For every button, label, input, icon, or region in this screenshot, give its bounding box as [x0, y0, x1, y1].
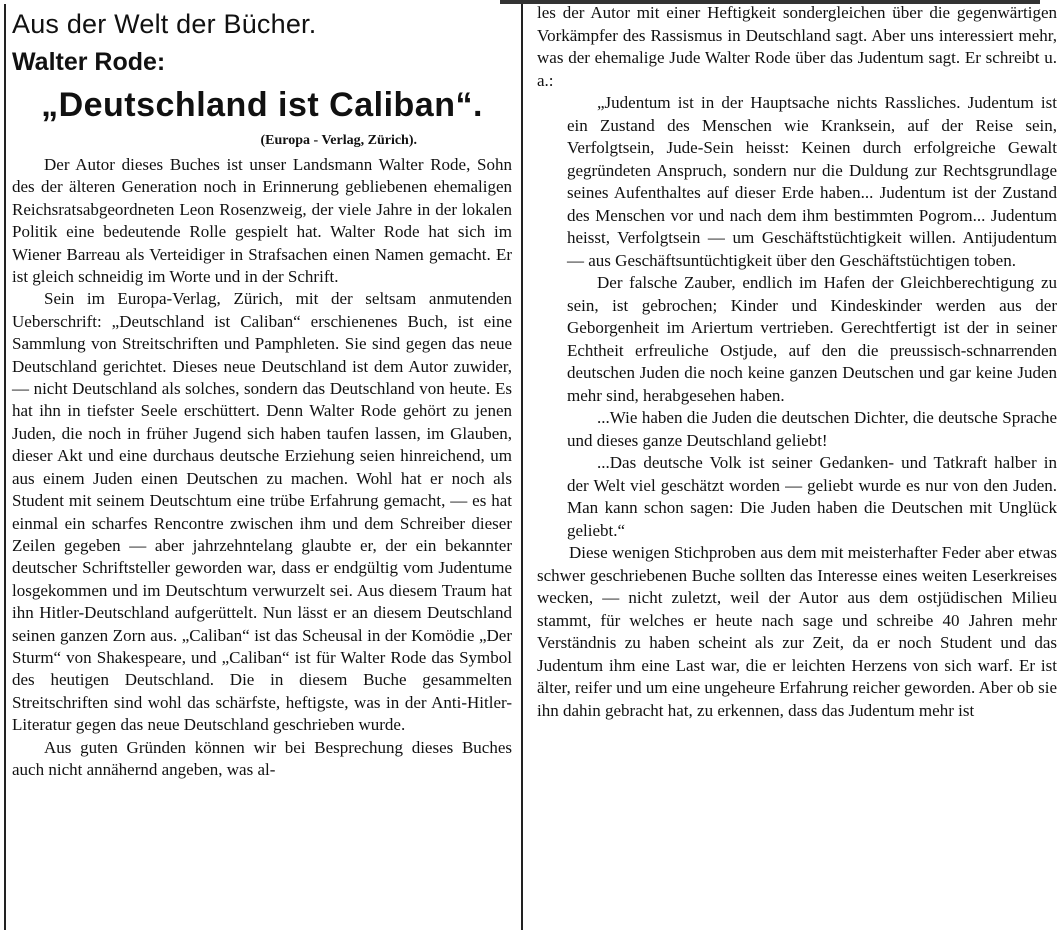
- section-title: Aus der Welt der Bücher.: [12, 9, 317, 39]
- left-border-rule: [4, 4, 6, 930]
- quote-paragraph-3: ...Wie haben die Juden die deutschen Dichter, die deutsche Sprache und dieses ganze Deutschland geliebt!: [567, 408, 1057, 450]
- quote-paragraph-2: Der falsche Zauber, endlich im Hafen der Gleichberechtigung zu sein, ist gebrochen; Kinder und Kindeskinder werden aus der Geborgenheit im Ariertum vertrieben. Gerechtfertigt ist der in seiner Echtheit erfreuliche Ostjude, auf den die preussisch-schnarrenden deutschen Juden die noch keine ganzen Deutschen und gar keine Juden mehr sind, herabgesehen haben.: [567, 273, 1057, 405]
- left-column: [12, 6, 512, 781]
- left-paragraph-2: Sein im Europa-Verlag, Zürich, mit der seltsam anmutenden Ueberschrift: „Deutschland ist Caliban“ erschienenes Buch, ist eine Sammlung von Streitschriften und Pamphleten. Sie sind gegen das neue Deutschland gerichtet. Dieses neue Deutschland ist dem Autor zuwider, — nicht Deutschland als solches, sondern das Deutschland von heute. Es hat ihn in tiefster Seele erschüttert. Denn Walter Rode gehört zu jenen Juden, die noch in früher Jugend sich haben taufen lassen, im Glauben, dieser Akt und eine durchaus deutsche Erziehung seien hinreichend, um aus einem Juden einen Deutschen zu machen. Wohl hat er noch als Student mit seinem Deutschtum eine trübe Erfahrung gemacht, — es hat einmal ein scharfes Rencontre zwischen ihm und dem Schreiber dieser Zeilen gegeben — aber jahrzehntelang glaubte er, der ein bekannter deutscher Schriftsteller geworden war, dass er endgültig vom Judentume losgekommen und im Deutschtum verwurzelt sei. Aus diesem Traum hat ihn Hitler-Deutschland aufgerüttelt. Nun lässt er an diesem Deutschland seinen ganzen Zorn aus. „Caliban“ ist das Scheusal in der Komödie „Der Sturm“ von Shakespeare, und „Caliban“ ist für Walter Rode das Symbol des heutigen Deutschland. Die in diesem Buche gesammelten Streitschriften sind wohl das schärfste, heftigste, was in der Anti-Hitler-Literatur gegen das neue Deutschland geschrieben wurde.: [12, 289, 512, 735]
- right-paragraph-2: Diese wenigen Stichproben aus dem mit meisterhafter Feder aber etwas schwer geschriebenen Buche sollten das Interesse eines weiten Leserkreises wecken, — nicht zuletzt, weil der Autor aus dem ostjüdischen Milieu stammt, für welches er heute nach sage und schreibe 40 Jahren mehr Verständnis zu haben scheint als zur Zeit, da er noch Student und das Judentum ihm eine Last war, die er leichten Herzens von sich warf. Er ist älter, reifer und um eine ungeheure Erfahrung reicher geworden. Aber ob sie ihn dahin gebracht hat, zu erkennen, dass das Judentum mehr ist: [537, 543, 1057, 720]
- author-heading: Walter Rode:: [12, 48, 166, 76]
- column-divider: [521, 4, 523, 930]
- right-column: [537, 2, 1057, 722]
- book-title: „Deutschland ist Caliban“.: [41, 86, 483, 124]
- left-paragraph-1: Der Autor dieses Buches ist unser Landsmann Walter Rode, Sohn des der älteren Generation noch in Erinnerung gebliebenen ehemaligen Reichsratsabgeordneten Leon Rosenzweig, der viele Jahre in der lokalen Politik eine bedeutende Rolle gespielt hat. Walter Rode hat sich im Wiener Barreau als Verteidiger in Strafsachen einen Namen gemacht. Er ist gleich schneidig im Worte und in der Schrift.: [12, 155, 512, 287]
- quote-block: [537, 92, 1057, 542]
- left-paragraph-3: Aus guten Gründen können wir bei Besprechung dieses Buches auch nicht annähernd angeben, was al-: [12, 737, 512, 779]
- quote-paragraph-1: „Judentum ist in der Hauptsache nichts Rassliches. Judentum ist ein Zustand des Menschen wie Kranksein, auf der Reise sein, Verfolgtsein, Jude-Sein heisst: Keinen durch erfolgreiche Gewalt gegründeten Anspruch, sondern nur die Duldung zur Rechtsgrundlage seines Aufenthaltes auf dieser Erde haben... Judentum ist der Zustand des Menschen vor und nach dem ihm bestimmten Pogrom... Judentum heisst, Verfolgtsein — um Geschäftstüchtigkeit willen. Antijudentum — aus Geschäftsuntüchtigkeit über den Geschäftstüchtigen toben.: [567, 93, 1057, 270]
- publisher-line: (Europa - Verlag, Zürich).: [260, 133, 417, 148]
- right-paragraph-1: les der Autor mit einer Heftigkeit sondergleichen über die gegenwärtigen Vorkämpfer des Rassismus in Deutschland sagt. Aber uns interessiert mehr, was der ehemalige Jude Walter Rode über das Judentum sagt. Er schreibt u. a.:: [537, 3, 1057, 90]
- quote-paragraph-4: ...Das deutsche Volk ist seiner Gedanken- und Tatkraft halber in der Welt viel geschätzt worden — geliebt wurde es nur von den Juden. Man kann schon sagen: Die Juden haben die Deutschen mit Unglück geliebt.“: [567, 453, 1057, 540]
